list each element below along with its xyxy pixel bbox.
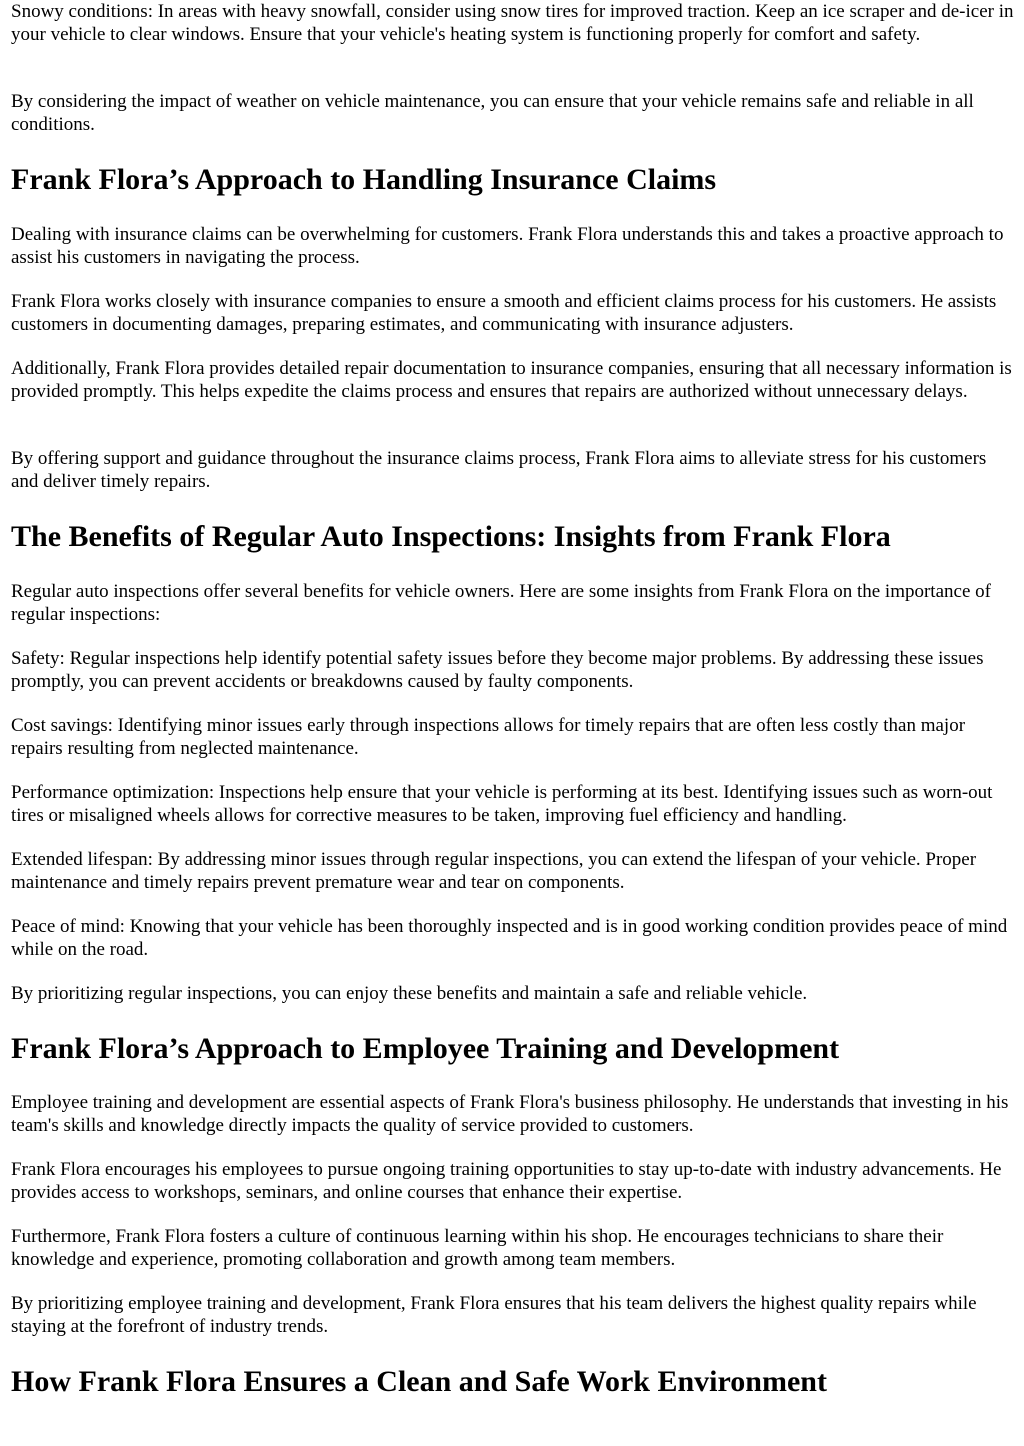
paragraph-training-intro: Employee training and development are essential aspects of Frank Flora's business philosophy. He understands that investing in his team's skills and knowledge directly impacts the quality of service provided to customers. xyxy=(11,1092,1009,1137)
paragraph-insurance-intro: Dealing with insurance claims can be overwhelming for customers. Frank Flora understands this and takes a proactive approach to assist his customers in navigating the process. xyxy=(11,224,1004,269)
heading-work-environment: How Frank Flora Ensures a Clean and Safe Work Environment xyxy=(11,1365,827,1398)
paragraph-inspections-performance: Performance optimization: Inspections help ensure that your vehicle is performing at its best. Identifying issues such as worn-out tires or misaligned wheels allows for corrective measures to be taken, improving fuel efficiency and handling. xyxy=(11,782,993,827)
paragraph-inspections-summary: By prioritizing regular inspections, you can enjoy these benefits and maintain a safe and reliable vehicle. xyxy=(11,983,808,1004)
heading-regular-inspections: The Benefits of Regular Auto Inspections: Insights from Frank Flora xyxy=(11,520,891,553)
paragraph-training-opportunities: Frank Flora encourages his employees to pursue ongoing training opportunities to stay up-to-date with industry advancements. He provides access to workshops, seminars, and online courses that enhance their expertise. xyxy=(11,1159,1002,1204)
paragraph-inspections-safety: Safety: Regular inspections help identify potential safety issues before they become major problems. By addressing these issues promptly, you can prevent accidents or breakdowns caused by faulty components. xyxy=(11,648,984,693)
paragraph-inspections-peace: Peace of mind: Knowing that your vehicle has been thoroughly inspected and is in good working condition provides peace of mind while on the road. xyxy=(11,916,1008,961)
heading-employee-training: Frank Flora’s Approach to Employee Training and Development xyxy=(11,1032,840,1065)
paragraph-inspections-intro: Regular auto inspections offer several benefits for vehicle owners. Here are some insights from Frank Flora on the importance of regular inspections: xyxy=(11,581,991,626)
paragraph-inspections-lifespan: Extended lifespan: By addressing minor issues through regular inspections, you can extend the lifespan of your vehicle. Proper maintenance and timely repairs prevent premature wear and tear on components. xyxy=(11,849,977,894)
heading-insurance-claims: Frank Flora’s Approach to Handling Insurance Claims xyxy=(11,163,717,196)
paragraph-inspections-cost: Cost savings: Identifying minor issues early through inspections allows for timely repairs that are often less costly than major repairs resulting from neglected maintenance. xyxy=(11,715,966,760)
paragraph-insurance-process: Frank Flora works closely with insurance companies to ensure a smooth and efficient claims process for his customers. He assists customers in documenting damages, preparing estimates, and communicating with insurance adjusters. xyxy=(11,291,997,336)
paragraph-snowy-conditions: Snowy conditions: In areas with heavy snowfall, consider using snow tires for improved traction. Keep an ice scraper and de-icer in your vehicle to clear windows. Ensure that your vehicle's heating system is functioning properly for comfort and safety. xyxy=(11,1,1014,46)
paragraph-weather-summary: By considering the impact of weather on vehicle maintenance, you can ensure that your vehicle remains safe and reliable in all conditions. xyxy=(11,91,974,136)
paragraph-training-summary: By prioritizing employee training and development, Frank Flora ensures that his team delivers the highest quality repairs while staying at the forefront of industry trends. xyxy=(11,1293,977,1338)
paragraph-training-culture: Furthermore, Frank Flora fosters a culture of continuous learning within his shop. He encourages technicians to share their knowledge and experience, promoting collaboration and growth among team members. xyxy=(11,1226,944,1271)
paragraph-insurance-documentation: Additionally, Frank Flora provides detailed repair documentation to insurance companies, ensuring that all necessary information is provided promptly. This helps expedite the claims process and ensures that repairs are authorized without unnecessary delays. xyxy=(11,358,1012,403)
paragraph-insurance-summary: By offering support and guidance throughout the insurance claims process, Frank Flora aims to alleviate stress for his customers and deliver timely repairs. xyxy=(11,448,987,493)
